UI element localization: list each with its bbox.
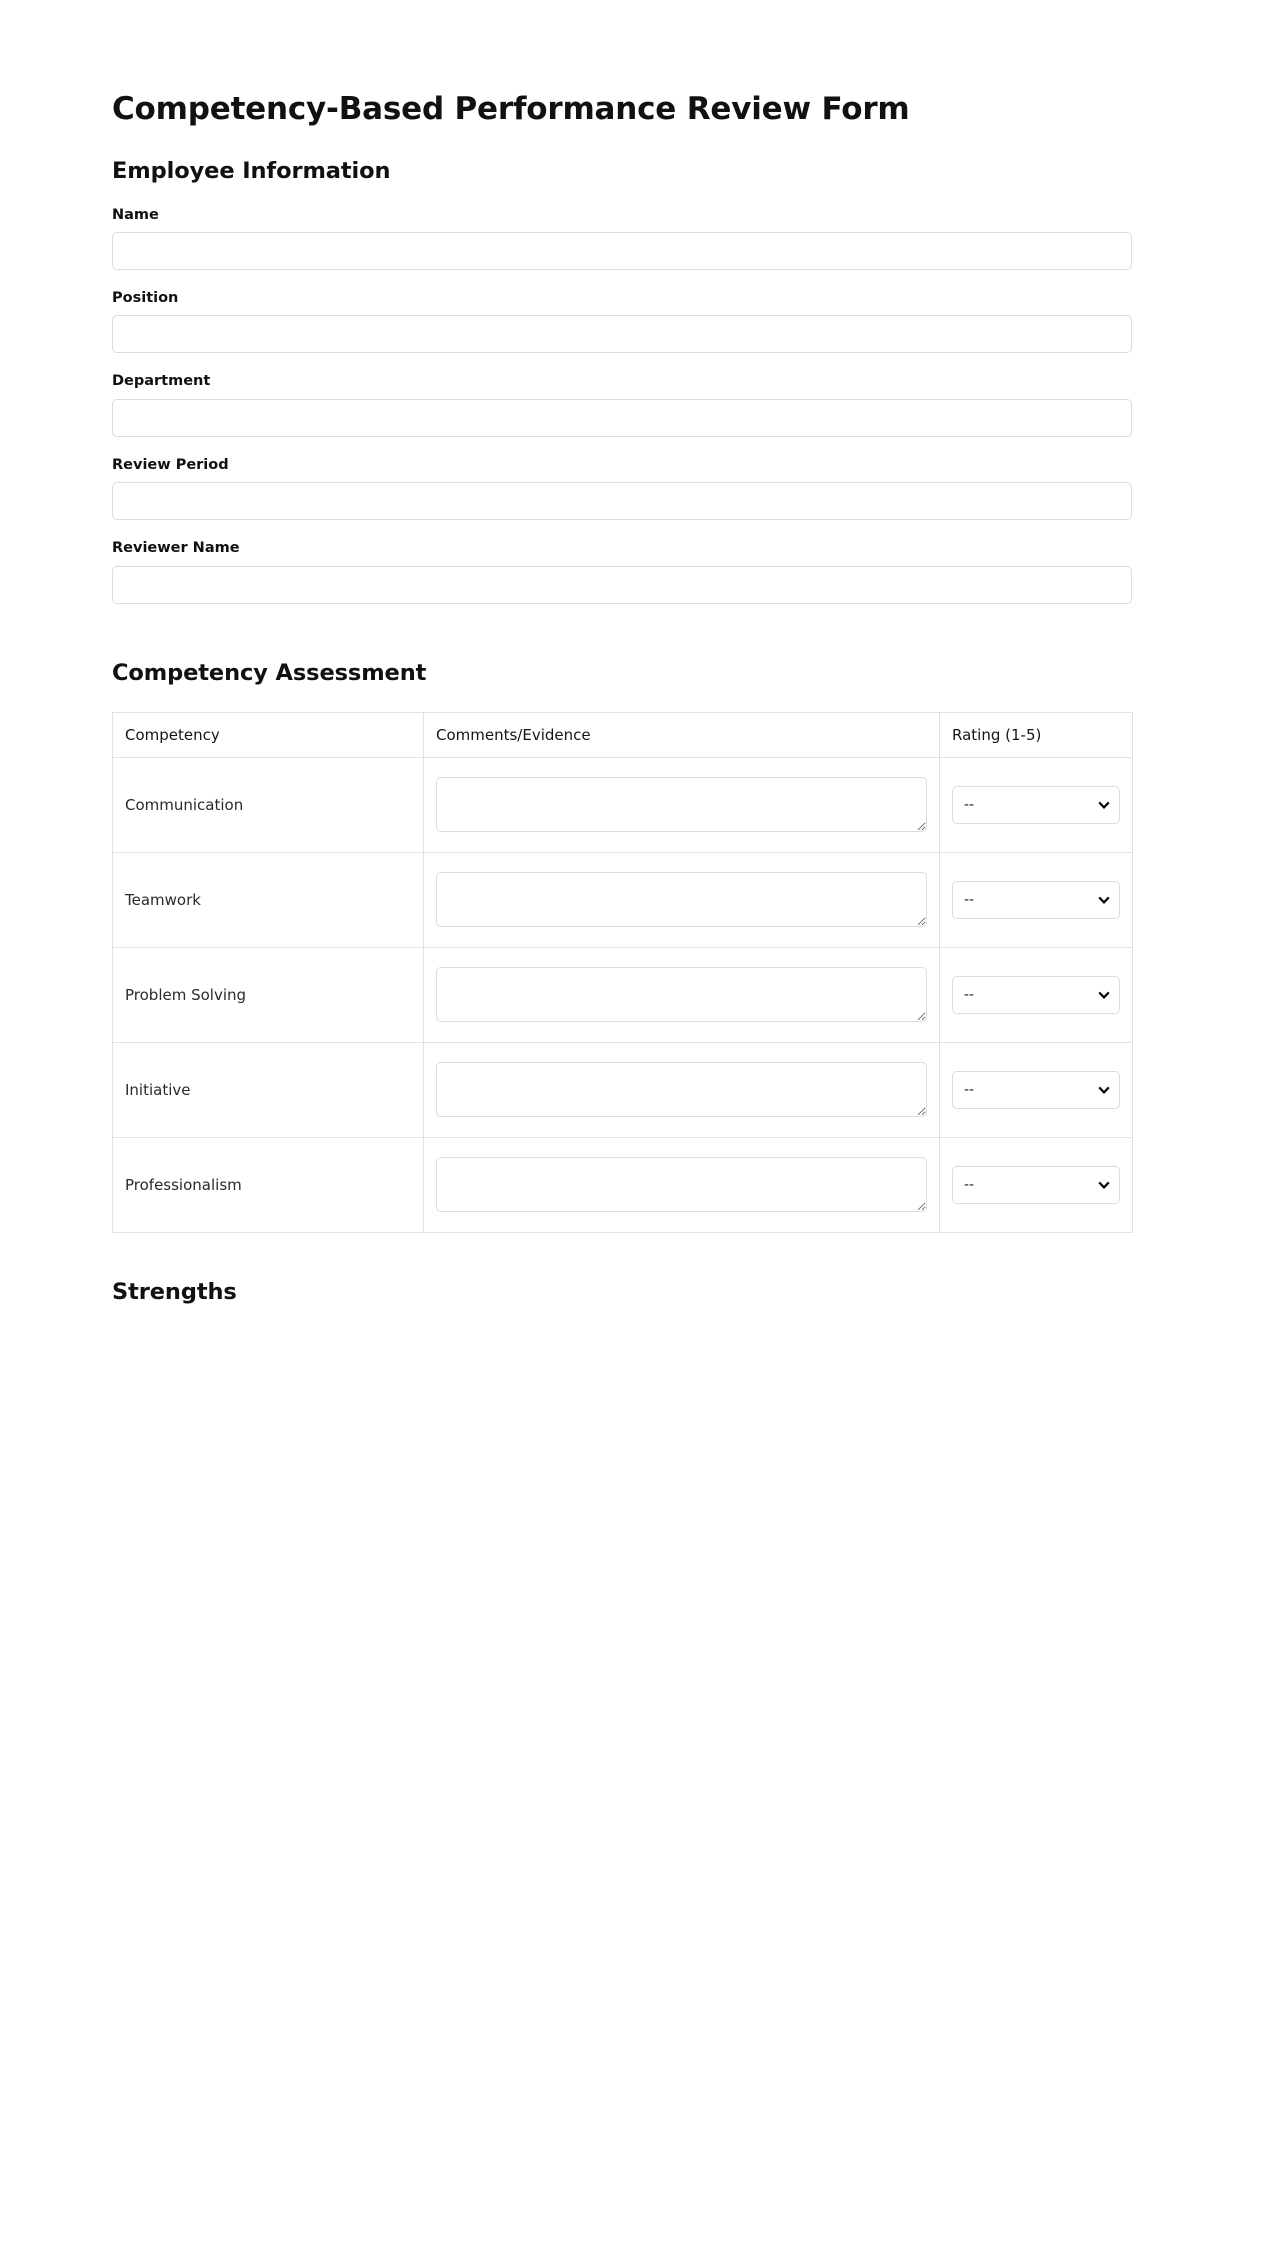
review-period-label: Review Period — [112, 456, 229, 473]
rating-select-teamwork[interactable] — [952, 881, 1120, 919]
chevron-down-icon — [1098, 1179, 1110, 1191]
field-group-reviewer-name — [112, 540, 1132, 603]
table-row — [113, 852, 1133, 947]
rating-cell — [940, 947, 1133, 1042]
field-group-department — [112, 373, 1132, 436]
table-row — [113, 1137, 1133, 1232]
column-header-competency: Competency — [113, 712, 424, 757]
name-input[interactable] — [112, 232, 1132, 270]
department-label: Department — [112, 373, 211, 390]
field-group-position — [112, 290, 1132, 353]
rating-cell — [940, 852, 1133, 947]
table-row — [113, 1042, 1133, 1137]
rating-select-value: -- — [964, 1176, 975, 1193]
competency-assessment-table — [112, 712, 1133, 1233]
position-label: Position — [112, 290, 179, 307]
comments-textarea-initiative[interactable] — [436, 1062, 927, 1117]
rating-cell — [940, 1137, 1133, 1232]
chevron-down-icon — [1098, 894, 1110, 906]
reviewer-name-input[interactable] — [112, 566, 1132, 604]
column-header-rating: Rating (1-5) — [940, 712, 1133, 757]
rating-cell — [940, 757, 1133, 852]
column-header-comments: Comments/Evidence — [424, 712, 940, 757]
table-header — [113, 712, 1133, 757]
comments-cell — [424, 947, 940, 1042]
rating-cell — [940, 1042, 1133, 1137]
section-heading-strengths: Strengths — [112, 1278, 237, 1305]
table-header-row — [113, 712, 1133, 757]
competency-label-professionalism: Professionalism — [113, 1137, 424, 1232]
table-row — [113, 947, 1133, 1042]
name-label: Name — [112, 206, 159, 223]
comments-textarea-communication[interactable] — [436, 777, 927, 832]
comments-textarea-problem-solving[interactable] — [436, 967, 927, 1022]
competency-label-initiative: Initiative — [113, 1042, 424, 1137]
rating-select-value: -- — [964, 796, 975, 813]
field-group-name — [112, 207, 1132, 270]
table-body — [113, 757, 1133, 1232]
rating-select-communication[interactable] — [952, 786, 1120, 824]
reviewer-name-label: Reviewer Name — [112, 540, 240, 557]
chevron-down-icon — [1098, 989, 1110, 1001]
rating-select-value: -- — [964, 891, 975, 908]
field-group-review-period — [112, 457, 1132, 520]
comments-cell — [424, 852, 940, 947]
department-input[interactable] — [112, 399, 1132, 437]
rating-select-value: -- — [964, 986, 975, 1003]
form-content — [112, 0, 1132, 1306]
chevron-down-icon — [1098, 1084, 1110, 1096]
chevron-down-icon — [1098, 799, 1110, 811]
competency-label-problem-solving: Problem Solving — [113, 947, 424, 1042]
comments-cell — [424, 757, 940, 852]
section-heading-employee-information: Employee Information — [112, 157, 391, 184]
rating-select-value: -- — [964, 1081, 975, 1098]
comments-cell — [424, 1137, 940, 1232]
page-title: Competency-Based Performance Review Form — [112, 91, 910, 127]
comments-textarea-teamwork[interactable] — [436, 872, 927, 927]
rating-select-problem-solving[interactable] — [952, 976, 1120, 1014]
table-row — [113, 757, 1133, 852]
comments-cell — [424, 1042, 940, 1137]
rating-select-initiative[interactable] — [952, 1071, 1120, 1109]
comments-textarea-professionalism[interactable] — [436, 1157, 927, 1212]
rating-select-professionalism[interactable] — [952, 1166, 1120, 1204]
competency-label-communication: Communication — [113, 757, 424, 852]
position-input[interactable] — [112, 315, 1132, 353]
competency-label-teamwork: Teamwork — [113, 852, 424, 947]
section-heading-competency-assessment: Competency Assessment — [112, 659, 427, 686]
review-period-input[interactable] — [112, 482, 1132, 520]
